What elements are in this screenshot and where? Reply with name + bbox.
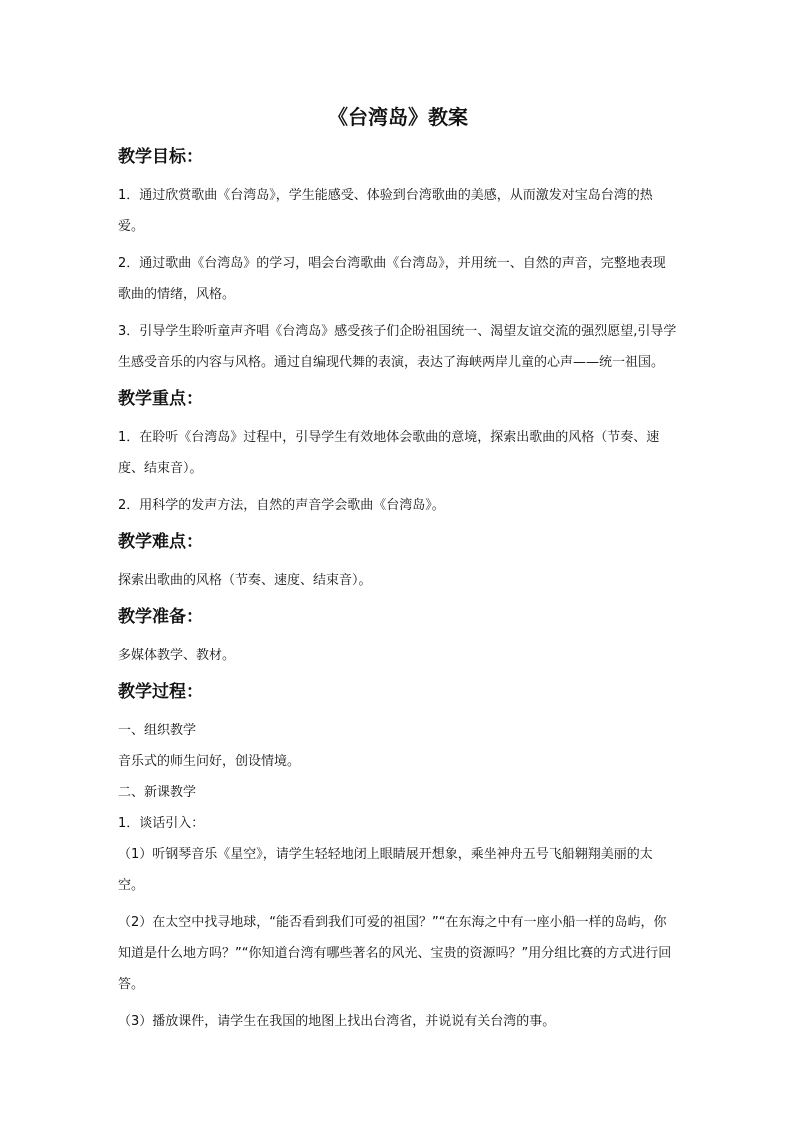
section-heading: 教学重点： xyxy=(118,389,203,409)
paragraph: 1．在聆听《台湾岛》过程中，引导学生有效地体会歌曲的意境，探索出歌曲的风格（节奏、速度、结束音）。 xyxy=(118,430,660,476)
section-heading: 教学准备： xyxy=(118,607,203,627)
paragraph: 3．引导学生聆听童声齐唱《台湾岛》感受孩子们企盼祖国统一、渴望友谊交流的强烈愿望,引导学生感受音乐的内容与风格。通过自编现代舞的表演，表达了海峡两岸儿童的心声——统一祖国。 xyxy=(118,324,677,370)
document-title: 《台湾岛》教案 xyxy=(328,105,468,129)
paragraph: （1）听钢琴音乐《星空》，请学生轻轻地闭上眼睛展开想象，乘坐神舟五号飞船翱翔美丽的太空。 xyxy=(118,847,653,893)
section-preparation xyxy=(118,602,678,671)
section-heading: 教学过程： xyxy=(118,682,203,702)
paragraph: 一、组织教学 xyxy=(118,723,197,738)
section-key-points xyxy=(118,384,678,521)
paragraph: 2．用科学的发声方法，自然的声音学会歌曲《台湾岛》。 xyxy=(118,498,445,513)
lesson-plan-page xyxy=(118,102,678,1037)
section-difficulties xyxy=(118,527,678,596)
paragraph: 探索出歌曲的风格（节奏、速度、结束音）。 xyxy=(118,573,372,588)
section-process xyxy=(118,677,678,1037)
paragraph: 二、新课教学 xyxy=(118,785,197,800)
section-heading: 教学难点： xyxy=(118,532,203,552)
paragraph: 1．谈话引入： xyxy=(118,816,205,831)
paragraph: （3）播放课件，请学生在我国的地图上找出台湾省，并说说有关台湾的事。 xyxy=(118,1014,556,1029)
section-heading: 教学目标： xyxy=(118,147,203,167)
section-teaching-goals xyxy=(118,142,678,378)
paragraph: 音乐式的师生问好，创设情境。 xyxy=(118,754,301,769)
paragraph: 多媒体教学、教材。 xyxy=(118,648,236,663)
paragraph: 1．通过欣赏歌曲《台湾岛》，学生能感受、体验到台湾歌曲的美感，从而激发对宝岛台湾的热爱。 xyxy=(118,188,653,234)
paragraph: 2．通过歌曲《台湾岛》的学习，唱会台湾歌曲《台湾岛》，并用统一、自然的声音，完整地表现歌曲的情绪，风格。 xyxy=(118,256,666,302)
paragraph: （2）在太空中找寻地球，“能否看到我们可爱的祖国？”“在东海之中有一座小船一样的岛屿，你知道是什么地方吗？”“你知道台湾有哪些著名的风光、宝贵的资源吗？”用分组比赛的方式进行回答。 xyxy=(118,915,672,992)
